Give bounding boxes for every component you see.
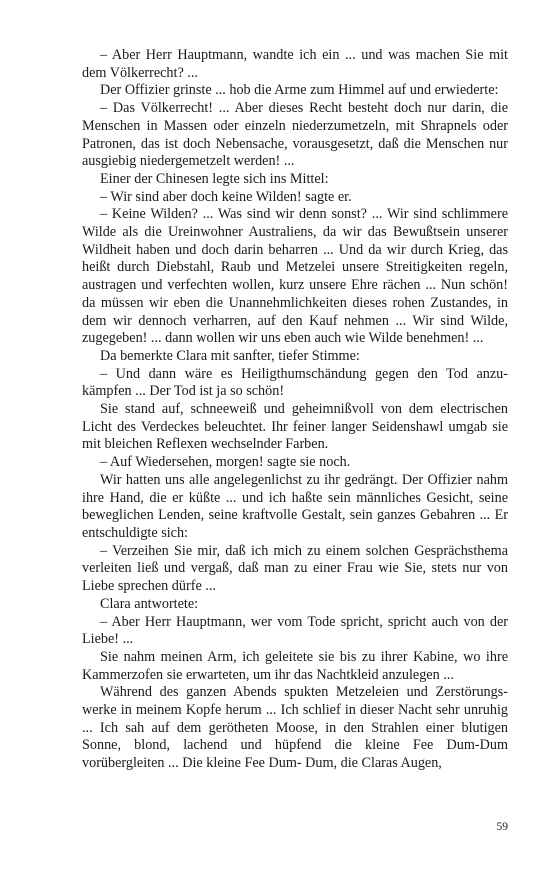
paragraph: – Das Völkerrecht! ... Aber dieses Recht besteht doch nur darin, die Menschen in Massen oder einzeln niederzumetzeln, mit Shrapnels oder Patronen, das ist doch Nebensache, vorausgesetzt, daß die Menschen nur ausgiebig niedergemetzelt werden! ...: [82, 100, 508, 170]
paragraph: Sie stand auf, schneeweiß und geheimnißvoll von dem electrischen Licht des Verdeckes beleuchtet. Ihr feiner langer Seidenshawl umgab sie mit bleichen Reflexen wechselnder Farben.: [82, 401, 508, 453]
paragraph: – Aber Herr Hauptmann, wandte ich ein ... und was machen Sie mit dem Völkerrecht? ...: [82, 47, 508, 81]
paragraph: – Verzeihen Sie mir, daß ich mich zu einem solchen Gesprächsthema verleiten ließ und vergaß, daß man zu einer Frau wie Sie, stets nur von Liebe sprechen dürfe ...: [82, 542, 508, 595]
page-number: 59: [496, 821, 508, 833]
book-page-text: [82, 47, 508, 773]
paragraph: Einer der Chinesen legte sich ins Mittel:: [100, 170, 329, 187]
paragraph: Sie nahm meinen Arm, ich geleitete sie bis zu ihrer Kabine, wo ihre Kammerzofen sie erwarteten, um ihr das Nachtkleid anzulegen ...: [82, 648, 508, 683]
paragraph: – Auf Wiedersehen, morgen! sagte sie noch.: [100, 454, 351, 471]
paragraph: Der Offizier grinste ... hob die Arme zum Himmel auf und erwiederte:: [100, 82, 499, 99]
paragraph: – Keine Wilden? ... Was sind wir denn sonst? ... Wir sind schlimmere Wilde als die Ureinwohner Australiens, da wir das Bewußtsein unserer Wildheit haben und doch darin beharren ... Und da wir durch Krieg, das heißt durch Diebstahl, Raub und Metzelei unsere Streitigkeiten regeln, austragen und verfechten wollen, kurz unsere Ehre rächen ... Nun schön! da müssen wir eben die Unannehmlichkeiten dieses rohen Zustandes, in dem wir dennoch verharren, auf den Kauf nehmen ... Wir sind Wilde, zugegeben! ... dann wollen wir uns eben auch wie Wilde benehmen! ...: [82, 206, 508, 347]
paragraph: – Wir sind aber doch keine Wilden! sagte er.: [100, 188, 352, 205]
paragraph: Da bemerkte Clara mit sanfter, tiefer Stimme:: [100, 347, 360, 364]
paragraph: Clara antwortete:: [100, 595, 199, 612]
paragraph: Während des ganzen Abends spukten Metzeleien und Zerstörungswerke in meinem Kopfe herum ... Ich schlief in dieser Nacht sehr unruhig ... Ich sah auf dem gerötheten Moose, in den Strahlen einer blutigen Sonne, blond, lachend und hüpfend die kleine Fee Dum-Dum vorübergleiten ... Die kleine Fee Dum- Dum, die Claras Augen,: [82, 684, 508, 772]
paragraph: Wir hatten uns alle angelegenlichst zu ihr gedrängt. Der Offizier nahm ihre Hand, die er küßte ... und ich haßte sein männliches Gesicht, seine beweglichen Lenden, seine kraftvolle Gestalt, sein ganzes Gebahren ... Er entschuldigte sich:: [82, 471, 508, 541]
paragraph: – Aber Herr Hauptmann, wer vom Tode spricht, spricht auch von der Liebe! ...: [82, 613, 508, 648]
paragraph: – Und dann wäre es Heiligthumschändung gegen den Tod anzukämpfen ... Der Tod ist ja so schön!: [82, 365, 508, 400]
